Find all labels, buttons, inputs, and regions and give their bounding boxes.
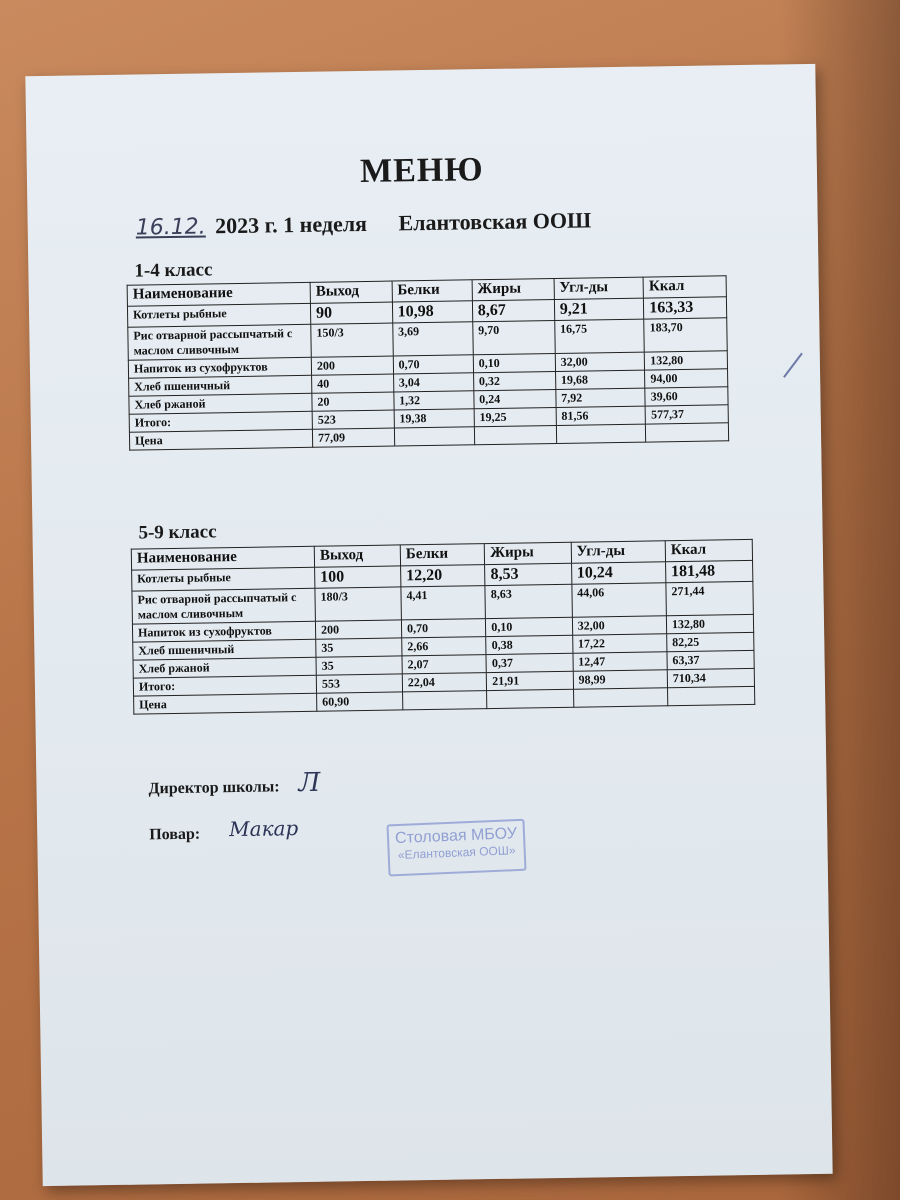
dish-name-cell: Хлеб пшеничный [129,375,312,396]
value-cell: 63,37 [667,650,754,669]
value-cell: 132,80 [666,614,753,633]
value-cell: 0,10 [473,353,555,372]
director-signature: Л [298,767,321,799]
column-header: Жиры [485,542,572,564]
value-cell: 12,20 [401,565,486,587]
value-cell: 32,00 [555,352,645,371]
value-cell: 8,63 [485,584,572,618]
dish-name-cell: Хлеб пшеничный [133,639,316,660]
value-cell: 20 [312,392,394,411]
column-header: Выход [310,281,392,303]
column-header: Ккал [643,276,726,298]
value-cell: 32,00 [572,616,667,635]
value-cell: 12,47 [573,652,668,671]
value-cell: 200 [311,356,393,375]
value-cell: 150/3 [311,323,393,357]
page-title: МЕНЮ [359,151,484,191]
value-cell: 2,66 [402,637,487,656]
column-header: Угл-ды [554,277,644,299]
empty-cell [474,425,556,444]
value-cell: 0,32 [473,371,555,390]
total-cell: 19,38 [394,409,474,428]
column-header: Ккал [665,539,752,561]
menu-sheet [25,64,832,1186]
column-header: Наименование [127,282,310,306]
value-cell: 180/3 [315,587,401,621]
empty-cell [487,689,574,708]
value-cell: 0,70 [401,619,486,638]
value-cell: 35 [316,656,402,675]
total-cell: 21,91 [487,671,574,690]
value-cell: 90 [310,302,392,324]
value-cell: 7,92 [556,388,646,407]
column-header: Угл-ды [571,541,666,563]
pen-mark [783,353,803,378]
total-cell: 577,37 [645,405,728,424]
total-label: Итого: [133,675,316,696]
value-cell: 39,60 [645,387,728,406]
column-header: Белки [392,280,472,302]
stamp-line-2: «Елантовская ООШ» [397,843,516,863]
total-cell: 19,25 [474,407,556,426]
value-cell: 2,07 [402,655,487,674]
value-cell: 10,98 [392,301,472,323]
total-cell: 81,56 [556,406,646,425]
dish-name-cell: Котлеты рыбные [132,567,315,591]
dish-name-cell: Хлеб ржаной [129,393,312,414]
column-header: Жиры [472,278,554,300]
value-cell: 132,80 [645,351,728,370]
value-cell: 19,68 [555,370,645,389]
cook-label: Повар: [149,825,201,844]
value-cell: 100 [315,566,401,588]
value-cell: 0,24 [474,389,556,408]
value-cell: 9,70 [473,320,555,354]
value-cell: 8,67 [472,299,554,321]
price-value: 77,09 [312,428,394,447]
value-cell: 0,10 [486,617,573,636]
price-label: Цена [134,693,317,714]
total-cell: 553 [316,674,402,693]
value-cell: 8,53 [485,563,572,585]
value-cell: 82,25 [667,632,754,651]
director-label: Директор школы: [148,778,280,798]
dish-name-cell: Котлеты рыбные [127,303,310,327]
dish-name-cell: Хлеб ржаной [133,657,316,678]
total-cell: 98,99 [573,670,668,689]
empty-cell [403,691,488,710]
value-cell: 0,38 [486,635,573,654]
date-line [136,207,592,240]
column-header: Выход [314,545,400,567]
empty-cell [646,423,729,442]
value-cell: 40 [312,374,394,393]
price-value: 60,90 [317,692,403,711]
price-label: Цена [129,429,312,450]
week-label: 2023 г. 1 неделя [214,210,368,239]
empty-cell [667,686,754,705]
value-cell: 200 [315,620,401,639]
value-cell: 44,06 [572,583,667,617]
value-cell: 10,24 [571,562,666,584]
value-cell: 9,21 [554,298,644,320]
empty-cell [573,688,668,707]
school-name: Елантовская ООШ [398,207,592,236]
total-label: Итого: [129,411,312,432]
dish-name-cell: Напиток из сухофруктов [128,357,311,378]
dish-name-cell: Рис отварной рассыпчатый с маслом сливочным [128,324,311,360]
value-cell: 183,70 [644,318,727,352]
dish-name-cell: Рис отварной рассыпчатый с маслом сливочным [132,588,315,624]
value-cell: 3,04 [393,373,473,392]
section-title-1-4: 1-4 класс [134,259,213,282]
value-cell: 4,41 [401,586,486,620]
total-cell: 22,04 [402,673,487,692]
total-cell: 710,34 [667,668,754,687]
value-cell: 35 [316,638,402,657]
stamp-line-1: Столовая МБОУ [394,825,518,848]
value-cell: 181,48 [665,560,752,582]
value-cell: 1,32 [393,391,473,410]
section-title-5-9: 5-9 класс [138,521,217,544]
value-cell: 0,70 [393,355,473,374]
value-cell: 163,33 [644,297,727,319]
value-cell: 0,37 [486,653,573,672]
handwritten-date: 16.12. [135,214,206,241]
total-cell: 523 [312,410,394,429]
value-cell: 94,00 [645,369,728,388]
column-header: Белки [400,544,485,566]
value-cell: 17,22 [572,634,667,653]
menu-table-5-9 [131,539,756,715]
value-cell: 16,75 [554,319,644,353]
value-cell: 3,69 [392,322,473,356]
canteen-stamp [386,819,526,877]
empty-cell [556,424,646,443]
column-header: Наименование [131,546,314,570]
dish-name-cell: Напиток из сухофруктов [132,621,315,642]
value-cell: 271,44 [666,581,754,615]
empty-cell [394,427,474,446]
menu-table-1-4 [127,275,730,450]
cook-signature: Макар [228,816,299,842]
